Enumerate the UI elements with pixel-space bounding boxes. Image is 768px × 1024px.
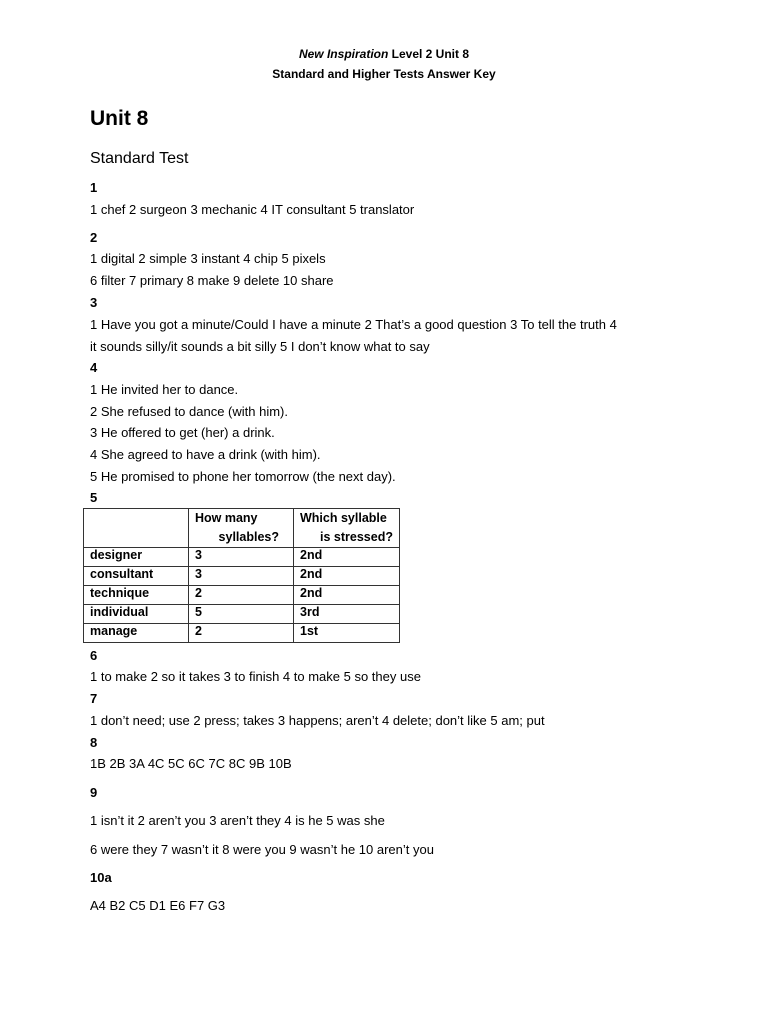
question-number: 9	[90, 785, 98, 800]
table-cell: consultant	[84, 567, 189, 586]
question-number: 2	[90, 230, 98, 245]
question-number: 4	[90, 360, 98, 375]
header-text: syllables?	[218, 530, 279, 544]
answer-line: A4 B2 C5 D1 E6 F7 G3	[90, 898, 226, 913]
table-row	[84, 624, 400, 643]
table-cell: 3rd	[294, 605, 400, 624]
table-cell: 2nd	[294, 548, 400, 567]
table-header-row	[84, 509, 400, 548]
table-cell: 1st	[294, 624, 400, 643]
header-text: Which syllable	[300, 511, 387, 525]
question-number: 10a	[90, 870, 112, 885]
answer-line: 1 digital 2 simple 3 instant 4 chip 5 pixels	[90, 251, 326, 266]
table-header-cell	[294, 509, 400, 548]
answer-line: 6 filter 7 primary 8 make 9 delete 10 share	[90, 273, 334, 288]
book-title: New Inspiration	[298, 47, 389, 61]
answer-line: 3 He offered to get (her) a drink.	[90, 425, 275, 440]
unit-heading: Unit 8	[90, 107, 149, 130]
table-cell: 2nd	[294, 586, 400, 605]
table-cell: 5	[189, 605, 294, 624]
table-header-cell	[84, 509, 189, 548]
syllable-table	[83, 508, 400, 643]
answer-line: 1 Have you got a minute/Could I have a minute 2 That’s a good question 3 To tell the truth 4	[90, 317, 617, 332]
question-number: 8	[90, 735, 98, 750]
table-cell: 2nd	[294, 567, 400, 586]
answer-line: 1 to make 2 so it takes 3 to finish 4 to make 5 so they use	[90, 669, 421, 684]
question-number: 5	[90, 490, 98, 505]
table-row	[84, 605, 400, 624]
question-number: 1	[90, 180, 98, 195]
answer-line: 4 She agreed to have a drink (with him).	[90, 447, 321, 462]
table-row	[84, 567, 400, 586]
table-cell: manage	[84, 624, 189, 643]
question-number: 7	[90, 691, 98, 706]
table-cell: 3	[189, 567, 294, 586]
answer-line: 2 She refused to dance (with him).	[90, 404, 288, 419]
table-cell: designer	[84, 548, 189, 567]
answer-line: 1 don’t need; use 2 press; takes 3 happens; aren’t 4 delete; don’t like 5 am; put	[90, 713, 545, 728]
table-row	[84, 586, 400, 605]
section-heading: Standard Test	[90, 150, 189, 167]
answer-line: 1 He invited her to dance.	[90, 382, 239, 397]
table-cell: 2	[189, 624, 294, 643]
header-text: How many	[195, 511, 258, 525]
question-number: 6	[90, 648, 98, 663]
table-cell: 2	[189, 586, 294, 605]
header-text: is stressed?	[320, 530, 393, 544]
table-cell: technique	[84, 586, 189, 605]
level-unit: Level 2 Unit 8	[388, 47, 470, 61]
answer-line: 6 were they 7 wasn’t it 8 were you 9 wasn’t he 10 aren’t you	[90, 842, 434, 857]
answer-line: it sounds silly/it sounds a bit silly 5 I don’t know what to say	[90, 339, 430, 354]
answer-line: 1 isn’t it 2 aren’t you 3 aren’t they 4 is he 5 was she	[90, 813, 385, 828]
document-title	[0, 47, 768, 61]
table-row	[84, 548, 400, 567]
answer-line: 1 chef 2 surgeon 3 mechanic 4 IT consultant 5 translator	[90, 202, 415, 217]
table-header-cell	[189, 509, 294, 548]
table-cell: 3	[189, 548, 294, 567]
table-cell: individual	[84, 605, 189, 624]
answer-line: 1B 2B 3A 4C 5C 6C 7C 8C 9B 10B	[90, 756, 292, 771]
answer-line: 5 He promised to phone her tomorrow (the next day).	[90, 469, 396, 484]
question-number: 3	[90, 295, 98, 310]
document-subtitle: Standard and Higher Tests Answer Key	[272, 67, 496, 81]
